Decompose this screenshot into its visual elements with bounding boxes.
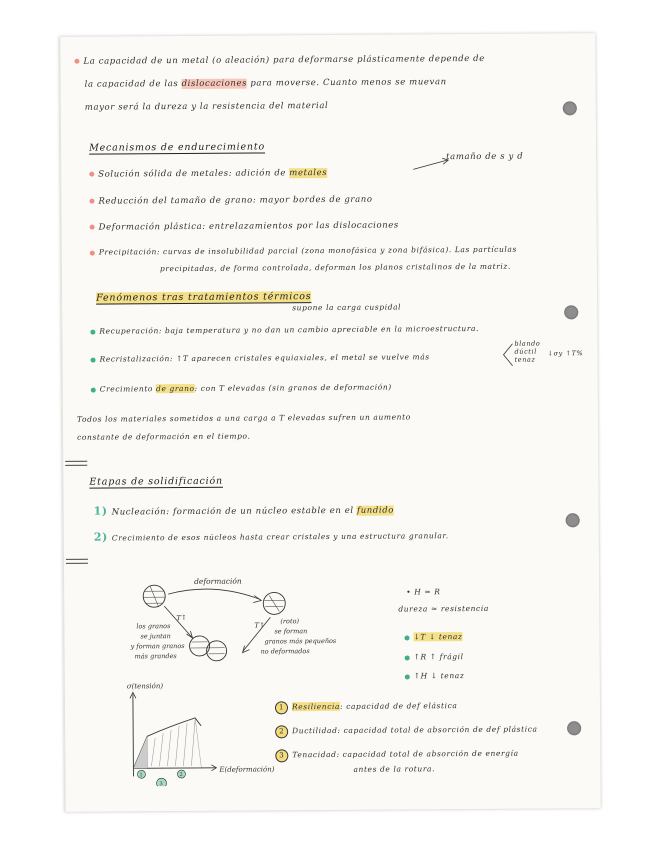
bullet-icon	[89, 172, 94, 177]
divider	[66, 563, 88, 564]
bullet-icon	[74, 59, 79, 64]
list-item: Deformación plástica: entrelazamientos por las dislocaciones	[90, 221, 399, 233]
divider	[65, 465, 87, 466]
list-item: Recuperación: baja temperatura y no dan un cambio apreciable en la microestructura.	[90, 324, 479, 336]
intro-line-1: La capacidad de un metal (o aleación) para deformarse plásticamente depende de	[74, 54, 484, 67]
punch-hole	[567, 721, 581, 735]
list-item: Crecimiento de grano: con T elevadas (sin granos de deformación)	[91, 383, 392, 394]
list-item: Precipitación: curvas de insolubilidad parcial (zona monofásica y zona bifásica). Las partículas	[90, 245, 517, 257]
bullet-icon	[90, 225, 95, 230]
definition-item: 1 Resiliencia: capacidad de def elástica	[275, 700, 458, 714]
note-above: supone la carga cuspidal	[292, 302, 402, 313]
svg-text:T↑: T↑	[254, 621, 265, 630]
section-title-etapas: Etapas de solidificación	[89, 475, 223, 488]
svg-text:deformación: deformación	[194, 576, 242, 586]
list-item: Solución sólida de metales: adición de metales	[89, 168, 327, 180]
brace-side-note: ↓σy ↑T%	[547, 349, 584, 358]
svg-text:3: 3	[159, 781, 163, 787]
list-item-continuation: precipitadas, de forma controlada, deforman los planos cristalinos de la matriz.	[159, 261, 511, 274]
list-item: Recristalización: ↑T aparecen cristales equiaxiales, el metal se vuelve más	[91, 352, 430, 363]
section-title-fenomenos: Fenómenos tras tratamientos térmicos	[96, 291, 312, 304]
svg-text:y forman granos: y forman granos	[130, 642, 185, 651]
list-item-note: tamaño de s y d	[446, 151, 524, 163]
brace-list: blando dúctil tenaz	[514, 339, 541, 364]
svg-text:granos más pequeños: granos más pequeños	[264, 636, 337, 646]
svg-text:2: 2	[179, 772, 183, 779]
svg-text:(roto): (roto)	[280, 617, 300, 626]
svg-text:los granos: los granos	[136, 622, 171, 631]
bullet-icon	[91, 357, 96, 362]
svg-text:se juntan: se juntan	[140, 632, 171, 641]
svg-text:no deformados: no deformados	[260, 647, 310, 656]
brace-icon	[500, 342, 514, 368]
punch-hole	[564, 305, 578, 319]
bullet-icon	[405, 674, 410, 679]
svg-text:se forman: se forman	[274, 627, 308, 636]
divider	[65, 461, 87, 462]
bullet-icon	[405, 655, 410, 660]
definition-item: 3 Tenacidad: capacidad total de absorción de energía	[275, 748, 518, 763]
note-line-1: Todos los materiales sometidos a una carga a T elevadas sufren un aumento	[76, 412, 411, 424]
definition-item: 2 Ductilidad: capacidad total de absorción de def plástica	[275, 724, 538, 739]
svg-text:más grandes: más grandes	[134, 652, 177, 661]
svg-text:1: 1	[139, 772, 143, 779]
right-note-item: ↑H ↓ tenaz	[405, 671, 465, 680]
bullet-icon	[404, 635, 409, 640]
step-item: 1) Nucleación: formación de un núcleo estable en el fundido	[93, 504, 395, 518]
right-note-item: ↓T ↓ tenaz	[404, 632, 462, 641]
right-note: dureza ≃ resistencia	[398, 603, 489, 614]
bullet-icon	[91, 387, 96, 392]
section-title-mecanismos: Mecanismos de endurecimiento	[89, 141, 266, 154]
svg-text:σ(tensión): σ(tensión)	[126, 682, 164, 691]
notebook-page	[59, 33, 600, 812]
step-item: 2) Crecimiento de esos núcleos hasta crear cristales y una estructura granular.	[93, 530, 449, 544]
bullet-icon	[90, 329, 95, 334]
svg-text:T↑: T↑	[176, 614, 187, 623]
highlight-dislocaciones: dislocaciones	[181, 78, 248, 90]
list-item: Reducción del tamaño de grano: mayor bordes de grano	[89, 195, 372, 207]
grain-icon	[207, 641, 227, 661]
svg-text:E(deformación): E(deformación)	[219, 765, 275, 774]
right-note: • H ≃ R	[406, 587, 441, 597]
intro-line-2: la capacidad de las dislocaciones para moverse. Cuanto menos se muevan	[84, 77, 447, 90]
intro-line-3: mayor será la dureza y la resistencia del material	[84, 101, 329, 113]
punch-hole	[566, 513, 580, 527]
right-note-item: ↑R ↑ frágil	[405, 652, 464, 661]
divider	[66, 559, 88, 560]
punch-hole	[563, 101, 577, 115]
bullet-icon	[90, 250, 95, 255]
note-line-2: constante de deformación en el tiempo.	[77, 431, 251, 442]
bullet-icon	[89, 199, 94, 204]
definition-continuation: antes de la rotura.	[353, 764, 436, 774]
